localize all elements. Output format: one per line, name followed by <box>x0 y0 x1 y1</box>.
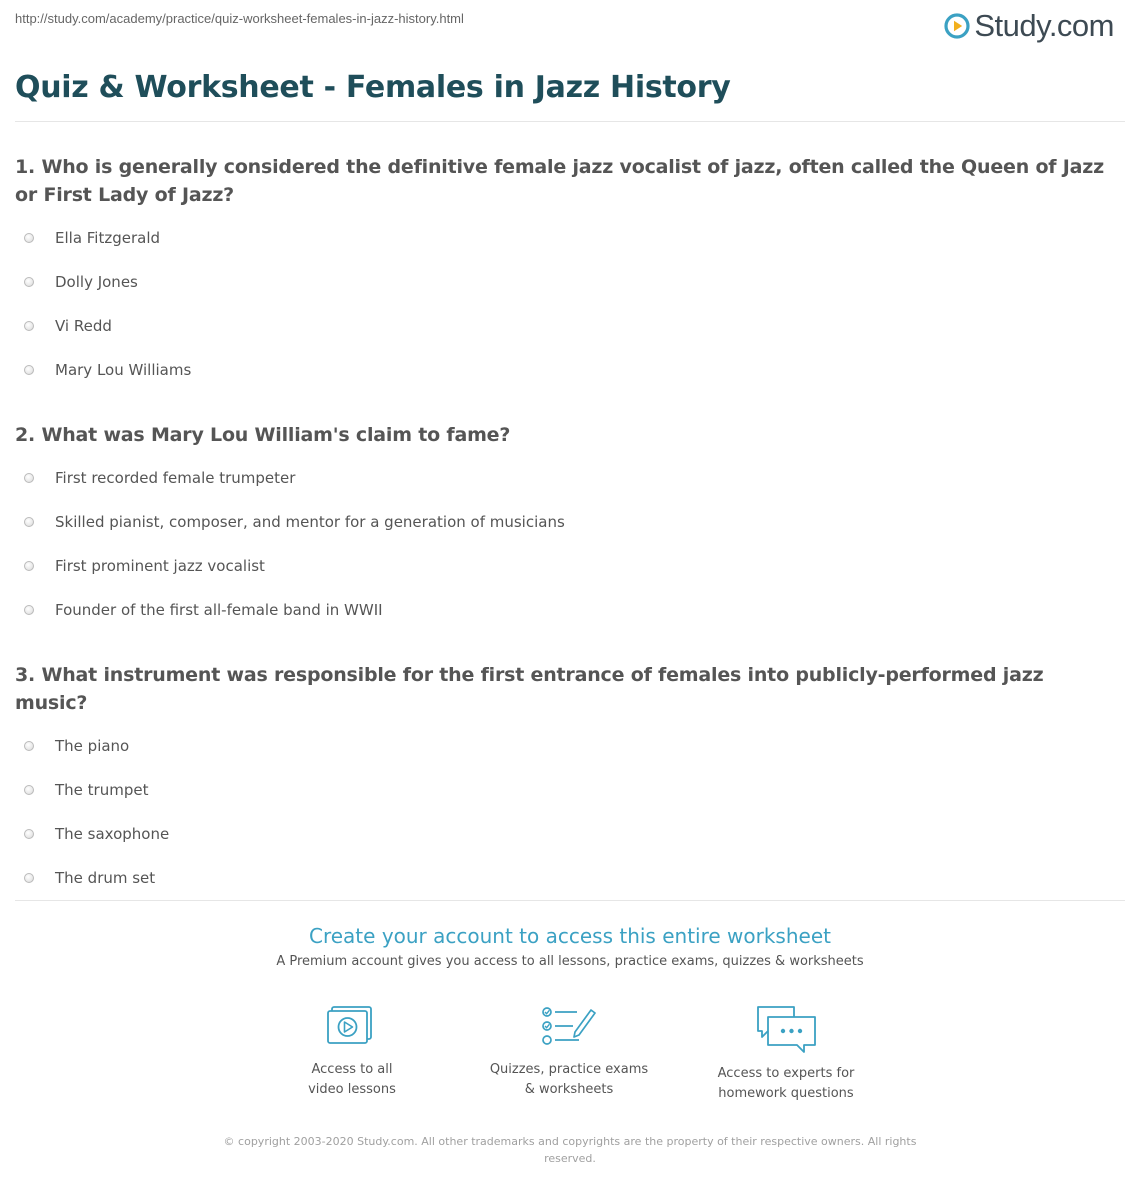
feature-quizzes <box>469 1004 669 1100</box>
answer-option[interactable] <box>15 304 1115 348</box>
option-label: The piano <box>55 737 130 755</box>
question-text: 3. What instrument was responsible for the first entrance of females into publicly-performed jazz music? <box>15 664 1044 714</box>
radio-button[interactable] <box>24 233 34 243</box>
answer-option[interactable] <box>15 588 1115 632</box>
answer-options <box>15 456 1115 632</box>
question-3 <box>15 661 1115 900</box>
answer-option[interactable] <box>15 544 1115 588</box>
answer-option[interactable] <box>15 856 1115 900</box>
option-label: Mary Lou Williams <box>55 361 192 379</box>
quiz-checklist-icon <box>539 1004 599 1050</box>
question-text: 2. What was Mary Lou William's claim to fame? <box>15 424 511 446</box>
option-label: Skilled pianist, composer, and mentor for a generation of musicians <box>55 513 565 531</box>
feature-label: Quizzes, practice exams & worksheets <box>489 1062 649 1097</box>
feature-label: Access to experts for homework questions <box>717 1066 855 1101</box>
answer-option[interactable] <box>15 216 1115 260</box>
radio-button[interactable] <box>24 829 34 839</box>
radio-button[interactable] <box>24 561 34 571</box>
option-label: The drum set <box>55 869 156 887</box>
chat-experts-icon <box>754 1004 818 1054</box>
page-url[interactable]: http://study.com/academy/practice/quiz-worksheet-females-in-jazz-history.html <box>15 11 464 26</box>
title-divider <box>15 121 1125 122</box>
radio-button[interactable] <box>24 365 34 375</box>
play-circle-icon <box>944 13 970 39</box>
answer-option[interactable] <box>15 724 1115 768</box>
option-label: Ella Fitzgerald <box>55 229 161 247</box>
answer-option[interactable] <box>15 260 1115 304</box>
radio-button[interactable] <box>24 321 34 331</box>
answer-option[interactable] <box>15 348 1115 392</box>
question-text: 1. Who is generally considered the definitive female jazz vocalist of jazz, often called the Queen of Jazz or First Lady of Jazz? <box>15 156 1104 206</box>
answer-option[interactable] <box>15 812 1115 856</box>
answer-options <box>15 216 1115 392</box>
copyright-text: © copyright 2003-2020 Study.com. All other trademarks and copyrights are the property of their respective owners. All rights reserved. <box>223 1135 917 1165</box>
answer-option[interactable] <box>15 500 1115 544</box>
option-label: Dolly Jones <box>55 273 138 291</box>
top-bar <box>0 0 1140 60</box>
cta-subtitle: A Premium account gives you access to all lessons, practice exams, quizzes & worksheets <box>276 954 864 969</box>
radio-button[interactable] <box>24 277 34 287</box>
radio-button[interactable] <box>24 741 34 751</box>
study-logo[interactable] <box>944 8 1114 44</box>
question-2 <box>15 421 1115 632</box>
radio-button[interactable] <box>24 785 34 795</box>
option-label: The trumpet <box>55 781 149 799</box>
question-1 <box>15 153 1115 392</box>
option-label: First prominent jazz vocalist <box>55 557 265 575</box>
answer-option[interactable] <box>15 768 1115 812</box>
feature-video-lessons <box>252 1004 452 1100</box>
feature-label: Access to all video lessons <box>308 1062 396 1097</box>
feature-experts <box>686 1004 886 1104</box>
radio-button[interactable] <box>24 873 34 883</box>
option-label: First recorded female trumpeter <box>55 469 296 487</box>
radio-button[interactable] <box>24 605 34 615</box>
answer-option[interactable] <box>15 456 1115 500</box>
video-lessons-icon <box>324 1004 380 1050</box>
logo-text: Study.com <box>974 8 1114 43</box>
cta-title[interactable]: Create your account to access this entire worksheet <box>309 924 831 948</box>
answer-options <box>15 724 1115 900</box>
option-label: Founder of the first all-female band in WWII <box>55 601 383 619</box>
radio-button[interactable] <box>24 517 34 527</box>
cta-divider <box>15 900 1125 901</box>
page-title: Quiz & Worksheet - Females in Jazz History <box>15 70 731 105</box>
option-label: Vi Redd <box>55 317 112 335</box>
option-label: The saxophone <box>55 825 170 843</box>
radio-button[interactable] <box>24 473 34 483</box>
